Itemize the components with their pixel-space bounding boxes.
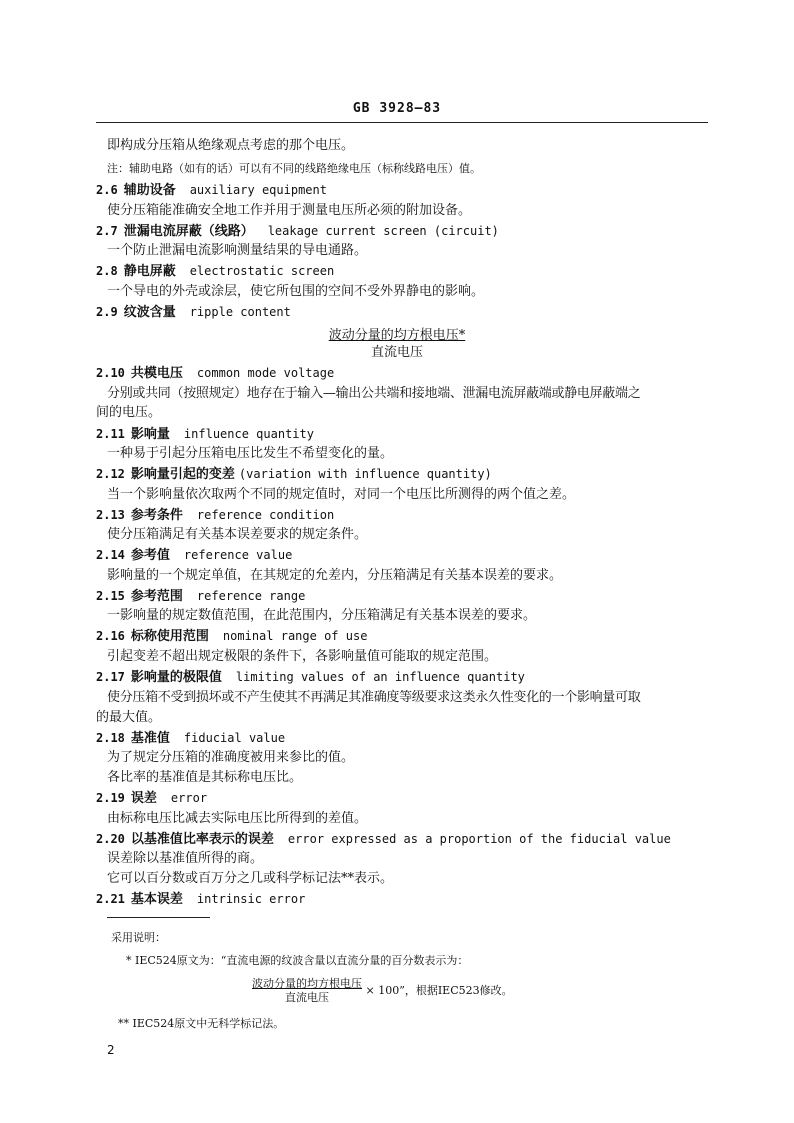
text-line: 使分压箱满足有关基本误差要求的规定条件。: [107, 527, 368, 542]
term-2-8: [96, 262, 334, 281]
term-zh: 参考范围: [130, 589, 183, 604]
text-line: 引起变差不超出规定极限的条件下，各影响量值可能取的规定范围。: [107, 649, 498, 664]
term-zh: 基准值: [130, 731, 170, 746]
term-zh: 参考值: [130, 548, 170, 563]
footnote-2: ** IEC524原文中无科学标记法。: [118, 1017, 285, 1030]
term-en: error: [170, 791, 208, 805]
term-en: nominal range of use: [222, 629, 368, 643]
term-number: 2.14: [96, 548, 125, 562]
term-zh: 误差: [130, 791, 157, 806]
term-zh: 影响量的极限值: [130, 670, 222, 685]
term-2-7: [96, 222, 499, 241]
text-line: 为了规定分压箱的准确度被用来参比的值。: [107, 750, 355, 765]
footnote-fraction: [252, 977, 362, 1005]
term-2-11: [96, 425, 314, 444]
page-number: 2: [107, 1043, 115, 1057]
note-line: 注：辅助电路（如有的话）可以有不同的线路绝缘电压（标称线路电压）值。: [107, 162, 481, 175]
formula-denominator: 直流电压: [370, 345, 423, 360]
term-zh: 静电屏蔽: [123, 264, 176, 279]
term-2-9: [96, 303, 291, 322]
term-number: 2.6: [96, 183, 118, 197]
text-line: 使分压箱不受到损坏或不产生使其不再满足其准确度等级要求这类永久性变化的一个影响量可取: [107, 690, 641, 705]
term-number: 2.17: [96, 670, 125, 684]
term-en: intrinsic error: [196, 892, 306, 906]
term-2-19: [96, 789, 207, 808]
standard-number: GB 3928—83: [352, 101, 442, 116]
header-rule: [96, 122, 708, 123]
term-number: 2.15: [96, 589, 125, 603]
footnote-rule: [107, 917, 210, 918]
term-number: 2.7: [96, 224, 118, 238]
footnote-heading: 采用说明：: [111, 931, 166, 944]
text-line: 即构成分压箱从绝缘观点考虑的那个电压。: [107, 138, 355, 153]
term-en: error expressed as a proportion of the fiducial value: [287, 832, 671, 846]
term-en: electrostatic screen: [189, 264, 335, 278]
term-number: 2.16: [96, 629, 125, 643]
term-2-18: [96, 729, 285, 748]
term-number: 2.9: [96, 305, 118, 319]
term-zh: 纹波含量: [123, 305, 176, 320]
term-number: 2.21: [96, 892, 125, 906]
text-line: 使分压箱能准确安全地工作并用于测量电压所必须的附加设备。: [107, 203, 472, 218]
term-zh: 参考条件: [130, 508, 183, 523]
text-line: 一个防止泄漏电流影响测量结果的导电通路。: [107, 243, 368, 258]
formula-numerator: 波动分量的均方根电压*: [328, 328, 466, 343]
term-en: limiting values of an influence quantity: [235, 670, 525, 684]
term-number: 2.18: [96, 731, 125, 745]
footnote-formula: [252, 977, 513, 1005]
term-en: influence quantity: [183, 427, 314, 441]
term-number: 2.8: [96, 264, 118, 278]
term-number: 2.13: [96, 508, 125, 522]
term-2-21: [96, 890, 305, 909]
footnote-suffix: × 100”，根据IEC523修改。: [365, 984, 513, 997]
term-2-15: [96, 587, 305, 606]
term-zh: 泄漏电流屏蔽（线路）: [123, 224, 254, 239]
text-line: 它可以百分数或百万分之几或科学标记法**表示。: [107, 871, 394, 886]
term-number: 2.19: [96, 791, 125, 805]
footnote-denominator: 直流电压: [285, 991, 329, 1004]
text-line: 的最大值。: [96, 710, 162, 725]
footnote-1: * IEC524原文为：“直流电源的纹波含量以直流分量的百分数表示为：: [126, 954, 469, 967]
term-2-14: [96, 546, 292, 565]
term-zh: 标称使用范围: [130, 629, 209, 644]
term-zh: 基本误差: [130, 892, 183, 907]
term-number: 2.12: [96, 467, 125, 481]
term-2-6: [96, 181, 327, 200]
text-line: 一影响量的规定数值范围，在此范围内，分压箱满足有关基本误差的要求。: [107, 608, 537, 623]
term-zh: 以基准值比率表示的误差: [130, 832, 274, 847]
term-en: (variation with influence quantity): [238, 467, 492, 481]
term-2-13: [96, 506, 334, 525]
text-line: 影响量的一个规定单值，在其规定的允差内，分压箱满足有关基本误差的要求。: [107, 568, 563, 583]
text-line: 误差除以基准值所得的商。: [107, 851, 264, 866]
term-2-10: [96, 364, 334, 383]
ripple-formula: [297, 327, 497, 361]
term-number: 2.20: [96, 832, 125, 846]
term-2-16: [96, 627, 367, 646]
term-en: leakage current screen (circuit): [267, 224, 499, 238]
term-number: 2.10: [96, 366, 125, 380]
term-2-12: [96, 465, 492, 484]
term-number: 2.11: [96, 427, 125, 441]
term-2-20: [96, 830, 671, 849]
term-en: fiducial value: [183, 731, 286, 745]
text-line: 当一个影响量依次取两个不同的规定值时，对同一个电压比所测得的两个值之差。: [107, 487, 576, 502]
term-en: ripple content: [189, 305, 291, 319]
term-2-17: [96, 668, 525, 687]
term-zh: 辅助设备: [123, 183, 176, 198]
term-zh: 共模电压: [130, 366, 183, 381]
term-en: common mode voltage: [196, 366, 335, 380]
term-en: reference condition: [196, 508, 335, 522]
text-line: 一个导电的外壳或涂层，使它所包围的空间不受外界静电的影响。: [107, 284, 485, 299]
footnote-numerator: 波动分量的均方根电压: [252, 977, 362, 990]
term-en: reference value: [183, 548, 293, 562]
term-en: auxiliary equipment: [189, 183, 327, 197]
term-zh: 影响量引起的变差: [130, 467, 235, 482]
text-line: 各比率的基准值是其标称电压比。: [107, 770, 303, 785]
term-zh: 影响量: [130, 427, 170, 442]
term-en: reference range: [196, 589, 306, 603]
text-line: 分别或共同（按照规定）地存在于输入—输出公共端和接地端、泄漏电流屏蔽端或静电屏蔽端之: [107, 386, 641, 401]
text-line: 间的电压。: [96, 405, 162, 420]
text-line: 一种易于引起分压箱电压比发生不希望变化的量。: [107, 446, 394, 461]
text-line: 由标称电压比减去实际电压比所得到的差值。: [107, 811, 368, 826]
